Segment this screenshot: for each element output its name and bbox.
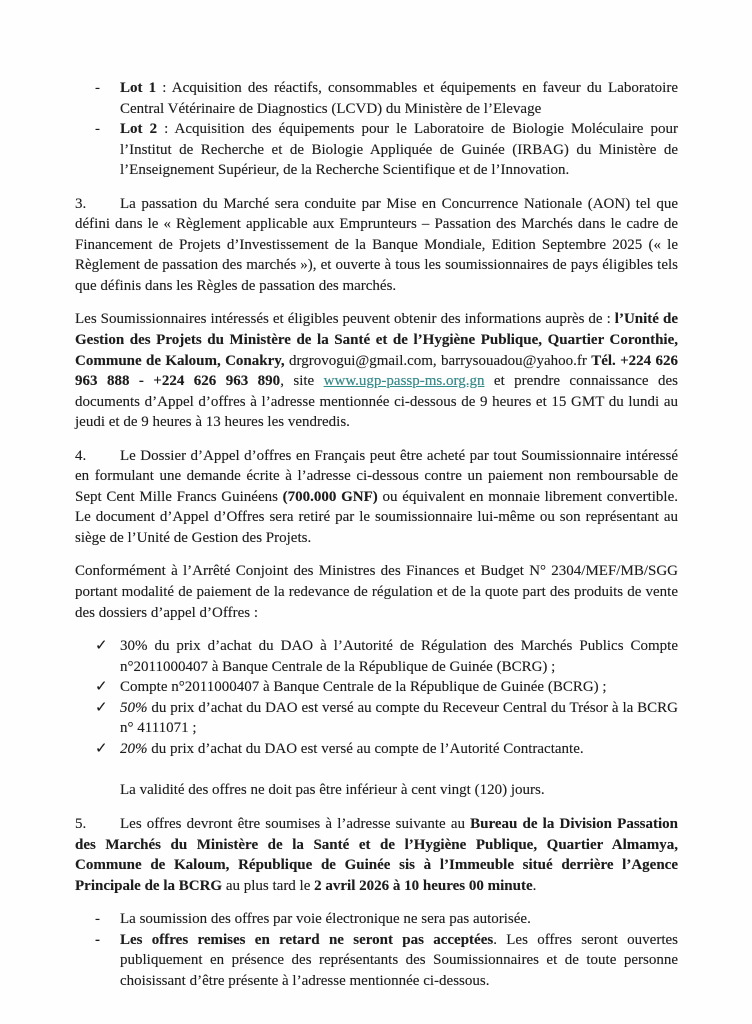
checkmark-icon: ✓ bbox=[95, 679, 108, 696]
list-item bbox=[95, 677, 678, 698]
list-item-text bbox=[120, 698, 678, 739]
text-run: 20% bbox=[120, 740, 148, 757]
checkmark-icon: ✓ bbox=[95, 638, 108, 655]
text-run: La passation du Marché sera conduite par Mise en Concurrence Nationale (AON) tel que défini dans le « Règlement applicable aux Emprunteurs – Passation des Marchés dans le cadre de Financement de Projets d’Investissement de la Banque Mondiale, Edition Septembre 2025 (« le Règlement de passation des marchés »), et ouverte à tous les soumissionnaires de pays éligibles tels que définis dans les Règles de passation des marchés. bbox=[75, 195, 678, 294]
list-item bbox=[95, 930, 678, 992]
list-item bbox=[95, 698, 678, 739]
text-run: ou équivalent en monnaie librement convertible. Le document d’Appel d’Offres sera retiré par le soumissionnaire lui-même ou son représentant au siège de l’Unité de Gestion des Projets. bbox=[75, 488, 678, 546]
text-run: 2 avril 2026 à 10 heures 00 minute bbox=[314, 877, 533, 894]
text-run: Les offres devront être soumises à l’adresse suivante au bbox=[120, 815, 471, 832]
list-item-text bbox=[120, 909, 678, 930]
paragraph-bidders-info bbox=[75, 309, 678, 432]
text-run: Bureau de la Division Passation des Marchés du Ministère de la Santé et de l’Hygiène Publique, Quartier Almamya, Commune de Kaloum, République de Guinée sis à l’Immeuble situé derrière l’Agence Principale de la BCRG bbox=[75, 815, 678, 894]
paragraph-4 bbox=[75, 446, 678, 549]
paragraph-3 bbox=[75, 194, 678, 297]
text-run: : Acquisition des équipements pour le Laboratoire de Biologie Moléculaire pour l’Institut de Recherche et de Biologie Appliquée de Guinée (IRBAG) du Ministère de l’Enseignement Supérieur, de la Recherche Scientifique et de l’Innovation. bbox=[120, 121, 679, 179]
text-run: Le Dossier d’Appel d’offres en Français peut être acheté par tout Soumissionnaire intéressé en formulant une demande écrite à l’adresse ci-dessous contre un paiement non remboursable de Sept Cent Mille Francs Guinéens bbox=[75, 447, 678, 505]
text-run: du prix d’achat du DAO est versé au compte du Receveur Central du Trésor à la BCRG n° 4111071 ; bbox=[120, 699, 678, 737]
list-item bbox=[95, 119, 678, 181]
list-item-text bbox=[120, 739, 678, 760]
text-run: Conformément à l’Arrêté Conjoint des Ministres des Finances et Budget N° 2304/MEF/MB/SGG portant modalité de paiement de la redevance de régulation et de la quote part des produits de vente des dossiers d’appel d’Offres : bbox=[75, 563, 678, 621]
text-run: Les offres remises en retard ne seront pas acceptées bbox=[120, 931, 494, 948]
text-run: au plus tard le bbox=[222, 877, 315, 894]
text-run: , site bbox=[280, 373, 324, 390]
checkmark-icon: ✓ bbox=[95, 740, 108, 757]
text-run: La soumission des offres par voie électronique ne sera pas autorisée. bbox=[120, 911, 531, 928]
text-run: Les Soumissionnaires intéressés et éligibles peuvent obtenir des informations auprès de : bbox=[75, 311, 615, 328]
list-item-text bbox=[120, 78, 678, 119]
paragraph-number: 3. bbox=[75, 195, 87, 212]
text-run: Lot 1 bbox=[120, 80, 157, 96]
payment-checklist bbox=[75, 636, 678, 759]
text-run: du prix d’achat du DAO est versé au compte de l’Autorité Contractante. bbox=[147, 740, 584, 757]
text-run: . bbox=[532, 877, 537, 894]
text-run: . Les offres seront ouvertes publiquement en présence des représentants des Soumissionnaires et de toute personne choisissant d’être présente à l’adresse mentionnée ci-dessous. bbox=[120, 931, 678, 989]
dash-bullet: - bbox=[95, 121, 100, 138]
list-item bbox=[95, 78, 678, 119]
checkmark-icon: ✓ bbox=[95, 699, 108, 716]
text-run: Lot 2 bbox=[120, 121, 158, 138]
website-link[interactable]: www.ugp-passp-ms.org.gn bbox=[323, 373, 485, 390]
text-run: : Acquisition des réactifs, consommables et équipements en faveur du Laboratoire Central Vétérinaire de Diagnostics (LCVD) du Ministère de l’Elevage bbox=[120, 80, 679, 117]
text-run: l’Unité de Gestion des Projets du Ministère de la Santé et de l’Hygiène Publique, Quartier Coronthie, Commune de Kaloum, Conakry, bbox=[75, 311, 678, 369]
text-run: (700.000 GNF) bbox=[282, 488, 378, 505]
dash-bullet: - bbox=[95, 931, 100, 948]
text-run: Compte n°2011000407 à Banque Centrale de la République de Guinée (BCRG) ; bbox=[120, 679, 607, 696]
submission-notes-list bbox=[75, 909, 678, 991]
paragraph-4-text bbox=[75, 448, 678, 546]
text-run: 30% du prix d’achat du DAO à l’Autorité de Régulation des Marchés Publics Compte n°2011000407 à Banque Centrale de la République de Guinée (BCRG) ; bbox=[120, 638, 678, 675]
text-run: drgrovogui@gmail.com, barrysouadou@yahoo.fr bbox=[284, 352, 592, 369]
text-run: 50% bbox=[120, 699, 148, 716]
paragraph-validity bbox=[120, 780, 678, 801]
lots-list bbox=[75, 78, 678, 181]
paragraph-3-text bbox=[75, 196, 678, 294]
dash-bullet: - bbox=[95, 911, 100, 928]
list-item bbox=[95, 909, 678, 930]
list-item-text bbox=[120, 636, 678, 677]
paragraph-number: 5. bbox=[75, 815, 87, 832]
dash-bullet: - bbox=[95, 80, 100, 96]
list-item bbox=[95, 636, 678, 677]
paragraph-arrete bbox=[75, 561, 678, 623]
list-item bbox=[95, 739, 678, 760]
text-run: et prendre connaissance des documents d’Appel d’offres à l’adresse mentionnée ci-dessous de 9 heures et 15 GMT du lundi au jeudi et de 9 heures à 13 heures les vendredis. bbox=[75, 373, 678, 431]
text-run: La validité des offres ne doit pas être inférieur à cent vingt (120) jours. bbox=[120, 782, 545, 799]
paragraph-5 bbox=[75, 814, 678, 896]
paragraph-5-text bbox=[75, 816, 678, 894]
paragraph-number: 4. bbox=[75, 447, 87, 464]
list-item-text bbox=[120, 930, 678, 992]
list-item-text bbox=[120, 677, 678, 698]
text-run: Tél. +224 626 963 888 - +224 626 963 890 bbox=[75, 352, 678, 390]
list-item-text bbox=[120, 119, 678, 181]
